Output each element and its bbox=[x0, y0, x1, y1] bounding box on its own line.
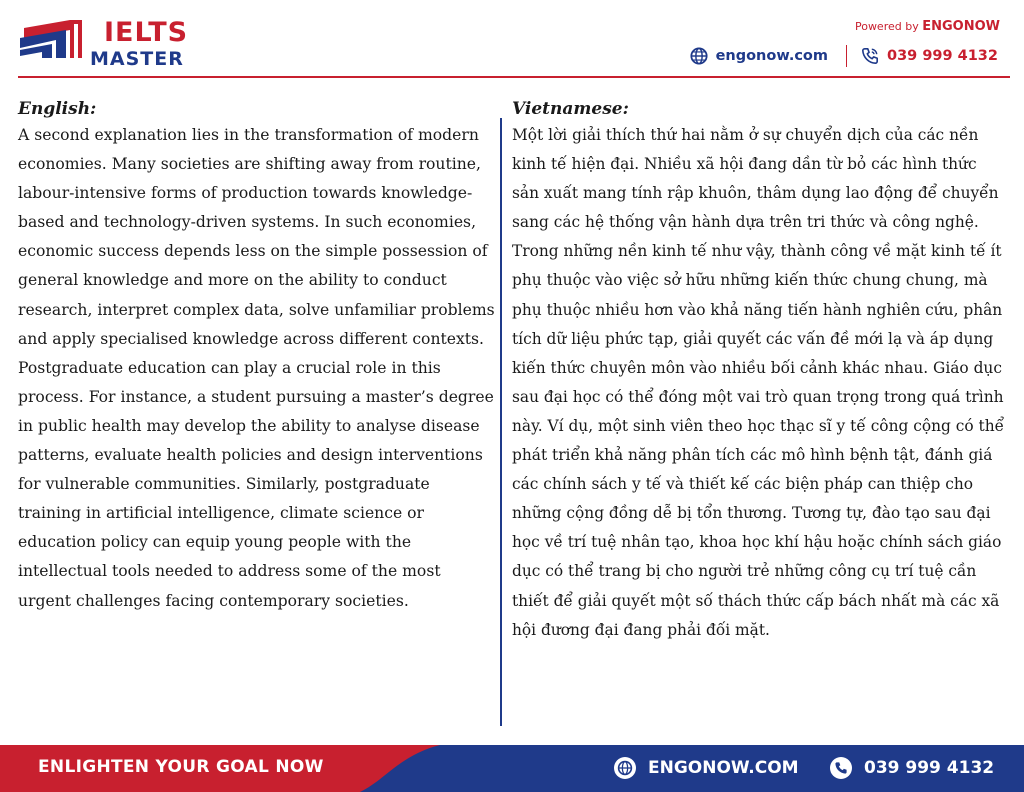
page-footer bbox=[0, 745, 1024, 792]
ielts-master-logo[interactable] bbox=[20, 14, 190, 70]
footer-website-label: ENGONOW.COM bbox=[648, 758, 799, 778]
logo-text-top: IELTS bbox=[104, 17, 189, 48]
footer-phone[interactable] bbox=[830, 757, 994, 779]
page-header bbox=[0, 0, 1024, 78]
header-underline bbox=[18, 76, 1010, 78]
header-phone-link[interactable]: 039 999 4132 bbox=[887, 48, 998, 64]
vietnamese-heading: Vietnamese: bbox=[512, 99, 629, 119]
footer-slogan: ENLIGHTEN YOUR GOAL NOW bbox=[38, 757, 324, 777]
logo-mark-icon bbox=[20, 18, 84, 62]
header-contact-divider bbox=[846, 45, 847, 67]
vietnamese-column bbox=[512, 97, 1008, 645]
english-column bbox=[18, 97, 496, 616]
footer-phone-label: 039 999 4132 bbox=[864, 758, 995, 778]
powered-by-brand: ENGONOW bbox=[922, 19, 1000, 34]
phone-icon bbox=[861, 47, 879, 65]
powered-by-prefix: Powered by bbox=[854, 20, 919, 33]
english-paragraph: A second explanation lies in the transformation of modern economies. Many societies are shifting away from routine, labour-intensive forms of production towards knowledge-based and technology-driven systems. In such economies, economic success depends less on the simple possession of general knowledge and more on the ability to conduct research, interpret complex data, solve unfamiliar problems and apply specialised knowledge across different contexts. Postgraduate education can play a crucial role in this process. For instance, a student pursuing a master’s degree in public health may develop the ability to analyse disease patterns, evaluate health policies and design interventions for vulnerable communities. Similarly, postgraduate training in artificial intelligence, climate science or education policy can equip young people with the intellectual tools needed to address some of the most urgent challenges facing contemporary societies. bbox=[18, 126, 495, 610]
footer-website[interactable] bbox=[614, 757, 799, 779]
english-heading: English: bbox=[18, 99, 97, 119]
header-website-link[interactable]: engonow.com bbox=[715, 48, 828, 64]
phone-icon bbox=[830, 757, 852, 779]
globe-icon bbox=[690, 47, 708, 65]
column-divider bbox=[500, 118, 502, 726]
header-contacts bbox=[690, 45, 998, 67]
globe-icon bbox=[614, 757, 636, 779]
logo-text-bottom: MASTER bbox=[90, 48, 184, 70]
powered-by bbox=[855, 19, 1000, 34]
vietnamese-paragraph: Một lời giải thích thứ hai nằm ở sự chuyển dịch của các nền kinh tế hiện đại. Nhiều xã hội đang dần từ bỏ các hình thức sản xuất mang tính rập khuôn, thâm dụng lao động để chuyển sang các hệ thống vận hành dựa trên tri thức và công nghệ. Trong những nền kinh tế như vậy, thành công về mặt kinh tế ít phụ thuộc vào việc sở hữu những kiến thức chung chung, mà phụ thuộc nhiều hơn vào khả năng tiến hành nghiên cứu, phân tích dữ liệu phức tạp, giải quyết các vấn đề mới lạ và áp dụng kiến thức chuyên môn vào nhiều bối cảnh khác nhau. Giáo dục sau đại học có thể đóng một vai trò quan trọng trong quá trình này. Ví dụ, một sinh viên theo học thạc sĩ y tế công cộng có thể phát triển khả năng phân tích các mô hình bệnh tật, đánh giá các chính sách y tế và thiết kế các biện pháp can thiệp cho những cộng đồng dễ bị tổn thương. Tương tự, đào tạo sau đại học về trí tuệ nhân tạo, khoa học khí hậu hoặc chính sách giáo dục có thể trang bị cho người trẻ những công cụ trí tuệ cần thiết để giải quyết một số thách thức cấp bách nhất mà các xã hội đương đại đang phải đối mặt. bbox=[512, 126, 1005, 639]
